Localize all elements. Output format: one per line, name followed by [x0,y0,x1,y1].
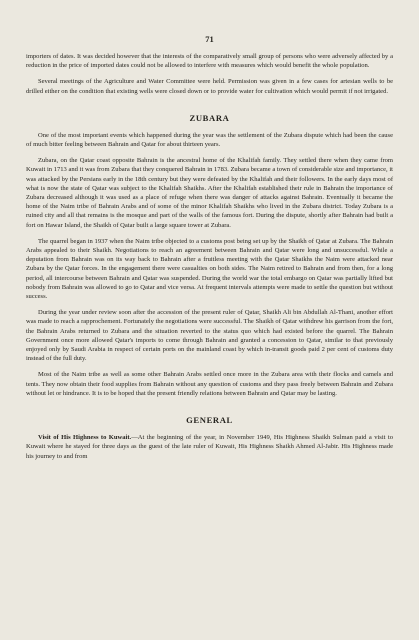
zubara-paragraph-5: Most of the Naim tribe as well as some other Bahrain Arabs settled once more in the Zubara area with their flocks and camels and tents. They now obtain their food supplies from Bahrain without any question of customs and they pass freely between Bahrain and Zubara without let or hindrance. It is to be hoped that the present friendly relations between Bahrain and Qatar may be lasting. [26,371,393,397]
zubara-paragraph-2: Zubara, on the Qatar coast opposite Bahrain is the ancestral home of the Khalifah family. They settled there when they came from Kuwait in 1713 and it was from Zubara that they conquered Bahrain in 1783. Zubara became a town of considerable size and importance, it was attacked by the Persians early in the 18th century but they were defeated by the Khalifah and their followers. In the early days most of what is now the state of Qatar was subject to the Khalifah Shaikhs. After the Khalifah established their rule in Bahrain the importance of Zubara decreased although it was used as a place of refuge when there was danger of attacks against Bahrain. Eventually it became the home of the Naim tribe of Bahrain Arabs and of some of the minor Khalifah Shaikhs who lived in the Zubara district. Today Zubara is a ruined city and all that remains is the mosque and part of the walls of the famous fort. During the dispute, shortly after Bahrain had built a fort on Hawar Island, the Shaikh of Qatar built a large square tower at Zubara. [26,157,393,229]
zubara-paragraph-4: During the year under review soon after the accession of the present ruler of Qatar, Shaikh Ali bin Abdullah Al-Thani, another effort was made to reach a rapprochement. Fortunately the negotiations were successful. The Shaikh of Qatar withdrew his garrison from the fort, the Bahrain Arabs returned to Zubara and the situation reverted to the status quo which had existed before the quarrel. The Bahrain Government once more allowed Qatar's imports to come through Bahrain and granted a concession to Qatar, similar to that previously enjoyed only by Saudi Arabia in respect of certain ports on the mainland coast by which in-transit goods paid 2 per cent of customs duty instead of the full duty. [26,309,393,363]
visit-title: Visit of His Highness to Kuwait. [38,434,132,442]
zubara-paragraph-1: One of the most important events which happened during the year was the settlement of the Zubara dispute which had been the cause of much bitter feeling between Bahrain and Qatar for about thirteen years. [26,131,393,149]
general-heading: GENERAL [186,415,233,426]
zubara-paragraph-3: The quarrel began in 1937 when the Naim tribe objected to a customs post being set up by the Shaikh of Qatar at Zubara. The Bahrain Arabs appealed to their Shaikh. Negotiations to reach an agreement between Bahrain and Qatar were long and unsuccessful. While a deputation from Bahrain was on its way back to Bahrain after a fruitless meeting with the Qatar Shaikhs the Naim were attacked near Zubara by the Qatar forces. In the engagement there were casualties on both sides. The Naim retired to Bahrain and from then, for a long period, all intercourse between Bahrain and Qatar was suspended. During the world war the total embargo on Qatar was partially lifted but nobody from Bahrain was allowed to go to Qatar and vice versa. At frequent intervals attempts were made to settle the question but without success. [26,237,393,301]
intro-paragraph-1: importers of dates. It was decided however that the interests of the comparatively small group of persons who were adversely affected by a reduction in the price of imported dates could not be allowed to interfere with measures which would benefit the whole population. [26,53,393,70]
intro-paragraph-2: Several meetings of the Agriculture and Water Committee were held. Permission was given in a few cases for artesian wells to be drilled either on the condition that existing wells were closed down or to provide water for cultivation which would permit if not irrigated. [26,78,393,95]
visit-text: —At the beginning of the year, in November 1949, His Highness Shaikh Sulman paid a visit to Kuwait where he stayed for three days as the guest of the late ruler of Kuwait, His Highness Shaikh Ahmed Al-Jabir. His Highness made his journey to and from [26,434,393,460]
general-visit-paragraph [26,433,393,461]
zubara-heading: ZUBARA [189,112,230,123]
page-number: 71 [205,34,214,44]
